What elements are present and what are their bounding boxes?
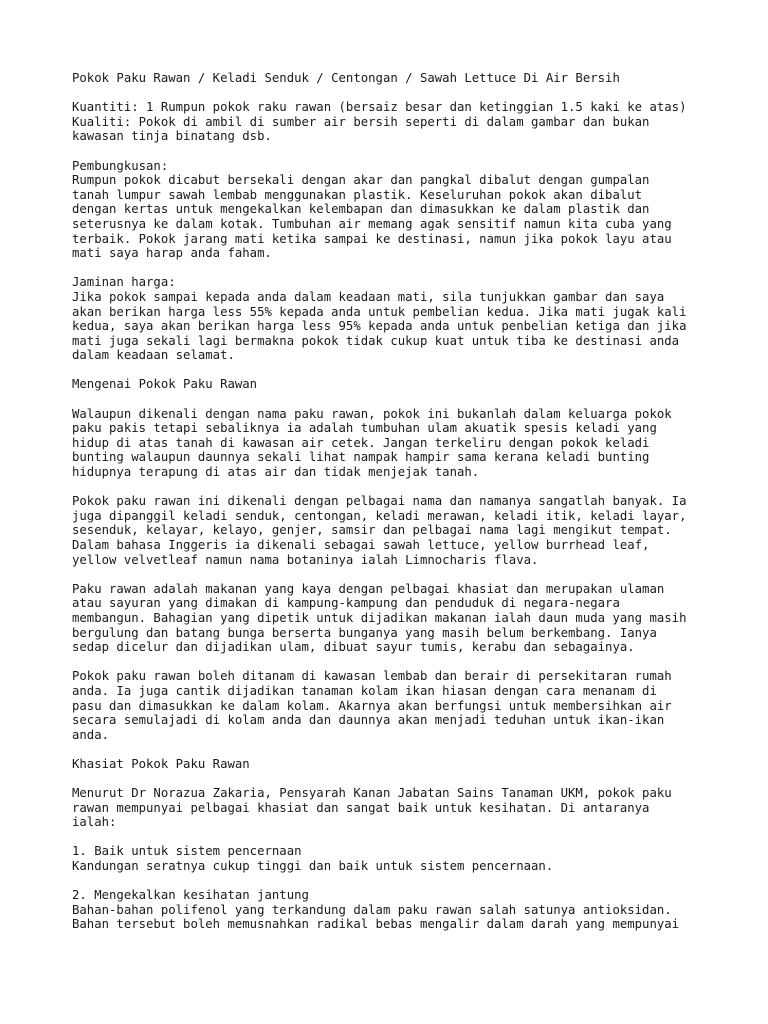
text-line: hidup di atas tanah di kawasan air cetek. Jangan terkeliru dengan pokok keladi [72,435,650,450]
paragraph-gap [72,655,712,670]
paragraph-mengenai-p1 [72,407,712,480]
paragraph-gap [72,86,712,101]
paragraph-gap [72,261,712,276]
text-line: juga dipanggil keladi senduk, centongan, keladi merawan, keladi itik, keladi layar, [72,508,687,523]
text-line: mati saya harap anda faham. [72,246,272,261]
text-line: Khasiat Pokok Paku Rawan [72,756,250,771]
paragraph-gap [72,480,712,495]
paragraph-pembungkusan [72,159,712,261]
text-line: Pokok paku rawan boleh ditanam di kawasan lembab dan berair di persekitaran rumah [72,669,672,684]
text-line: rawan mempunyai pelbagai khasiat dan sangat baik untuk kesihatan. Di antaranya [72,800,650,815]
text-line: membangun. Bahagian yang dipetik untuk dijadikan makanan ialah daun muda yang masih [72,610,687,625]
text-line: paku pakis tetapi sebaliknya ia adalah tumbuhan ulam akuatik spesis keladi yang [72,421,657,436]
text-line: akan berikan harga less 55% kepada anda untuk pembelian kedua. Jika mati jugak kali [72,304,687,319]
text-line: Kandungan seratnya cukup tinggi dan baik untuk sistem pencernaan. [72,859,554,874]
text-line: Walaupun dikenali dengan nama paku rawan, pokok ini bukanlah dalam keluarga pokok [72,406,672,421]
paragraph-mengenai-p4 [72,669,712,742]
paragraph-gap [72,363,712,378]
text-line: tanah lumpur sawah lembab menggunakan plastik. Keseluruhan pokok akan dibalut [72,187,643,202]
text-line: bunting walaupun daunnya sekali lihat nampak hampir sama kerana keladi bunting [72,450,650,465]
text-line: 1. Baik untuk sistem pencernaan [72,844,302,859]
text-line: yellow velvetleaf namun nama botaninya ialah Limnocharis flava. [72,552,539,567]
text-line: ialah: [72,815,117,830]
document-page [72,71,712,932]
text-line: Dalam bahasa Inggeris ia dikenali sebagai sawah lettuce, yellow burrhead leaf, [72,538,650,552]
text-line: hidupnya terapung di atas air dan tidak menjejak tanah. [72,465,480,480]
text-line: Pokok paku rawan ini dikenali dengan pelbagai nama dan namanya sangatlah banyak. Ia [72,494,687,509]
text-line: dengan kertas untuk mengekalkan kelembapan dan dimasukkan ke dalam plastik dan [72,202,650,217]
text-line: Jaminan harga: [72,275,176,290]
text-line: Paku rawan adalah makanan yang kaya dengan pelbagai khasiat dan merupakan ulaman [72,581,665,596]
document-body [72,86,712,932]
text-line: mati juga sekali lagi bermakna pokok tidak cukup kuat untuk tiba ke destinasi anda [72,333,680,348]
paragraph-gap [72,392,712,407]
paragraph-gap [72,144,712,159]
text-line: seterusnya ke dalam kotak. Tumbuhan air memang agak sensitif namun kita cuba yang [72,216,672,231]
paragraph-jaminan [72,275,712,363]
text-line: atau sayuran yang dimakan di kampung-kampung dan penduduk di negara-negara [72,596,620,611]
text-line: kawasan tinja binatang dsb. [72,129,272,144]
text-line: 2. Mengekalkan kesihatan jantung [72,888,309,903]
text-line: Menurut Dr Norazua Zakaria, Pensyarah Kanan Jabatan Sains Tanaman UKM, pokok paku [72,786,672,801]
text-line: anda. [72,727,110,742]
paragraph-mengenai-p2 [72,494,712,567]
text-line: Kuantiti: 1 Rumpun pokok raku rawan (bersaiz besar dan ketinggian 1.5 kaki ke atas) [72,100,687,115]
text-line: Pembungkusan: [72,158,169,173]
paragraph-mengenai-p3 [72,582,712,655]
text-line: kedua, saya akan berikan harga less 95% kepada anda untuk penbelian ketiga dan jika [72,319,687,334]
paragraph-gap [72,874,712,889]
document-title: Pokok Paku Rawan / Keladi Senduk / Centongan / Sawah Lettuce Di Air Bersih [72,71,620,85]
text-line: secara semulajadi di kolam anda dan daunnya akan menjadi teduhan untuk ikan-ikan [72,713,665,728]
paragraph-kuantiti [72,100,712,144]
text-line: Rumpun pokok dicabut bersekali dengan akar dan pangkal dibalut dengan gumpalan [72,173,650,188]
paragraph-khasiat-2 [72,888,712,932]
text-line: Bahan tersebut boleh memusnahkan radikal bebas mengalir dalam darah yang mempunyai [72,917,680,932]
paragraph-gap [72,742,712,757]
paragraph-mengenai-heading [72,377,712,392]
text-line: dalam keadaan selamat. [72,348,235,363]
text-line: sesenduk, kelayar, kelayo, genjer, samsir dan pelbagai nama lagi mengikut tempat. [72,523,672,538]
text-line: pasu dan dimasukkan ke dalam kolam. Akarnya akan berfungsi untuk membersihkan air [72,698,672,713]
paragraph-gap [72,567,712,582]
text-line: Mengenai Pokok Paku Rawan [72,377,258,392]
paragraph-khasiat-intro [72,786,712,830]
text-line: Bahan-bahan polifenol yang terkandung dalam paku rawan salah satunya antioksidan. [72,902,672,917]
text-line: sedap dicelur dan dijadikan ulam, dibuat sayur tumis, kerabu dan sebagainya. [72,640,635,655]
text-line: anda. Ia juga cantik dijadikan tanaman kolam ikan hiasan dengan cara menanam di [72,683,657,698]
text-line: Jika pokok sampai kepada anda dalam keadaan mati, sila tunjukkan gambar dan saya [72,289,665,304]
text-line: bergulung dan batang bunga berserta bunganya yang masih belum berkembang. Ianya [72,625,657,640]
paragraph-khasiat-1 [72,844,712,873]
text-line: terbaik. Pokok jarang mati ketika sampai ke destinasi, namun jika pokok layu atau [72,231,672,246]
paragraph-gap [72,830,712,845]
paragraph-gap [72,772,712,787]
text-line: Kualiti: Pokok di ambil di sumber air bersih seperti di dalam gambar dan bukan [72,114,650,129]
paragraph-khasiat-heading [72,757,712,772]
